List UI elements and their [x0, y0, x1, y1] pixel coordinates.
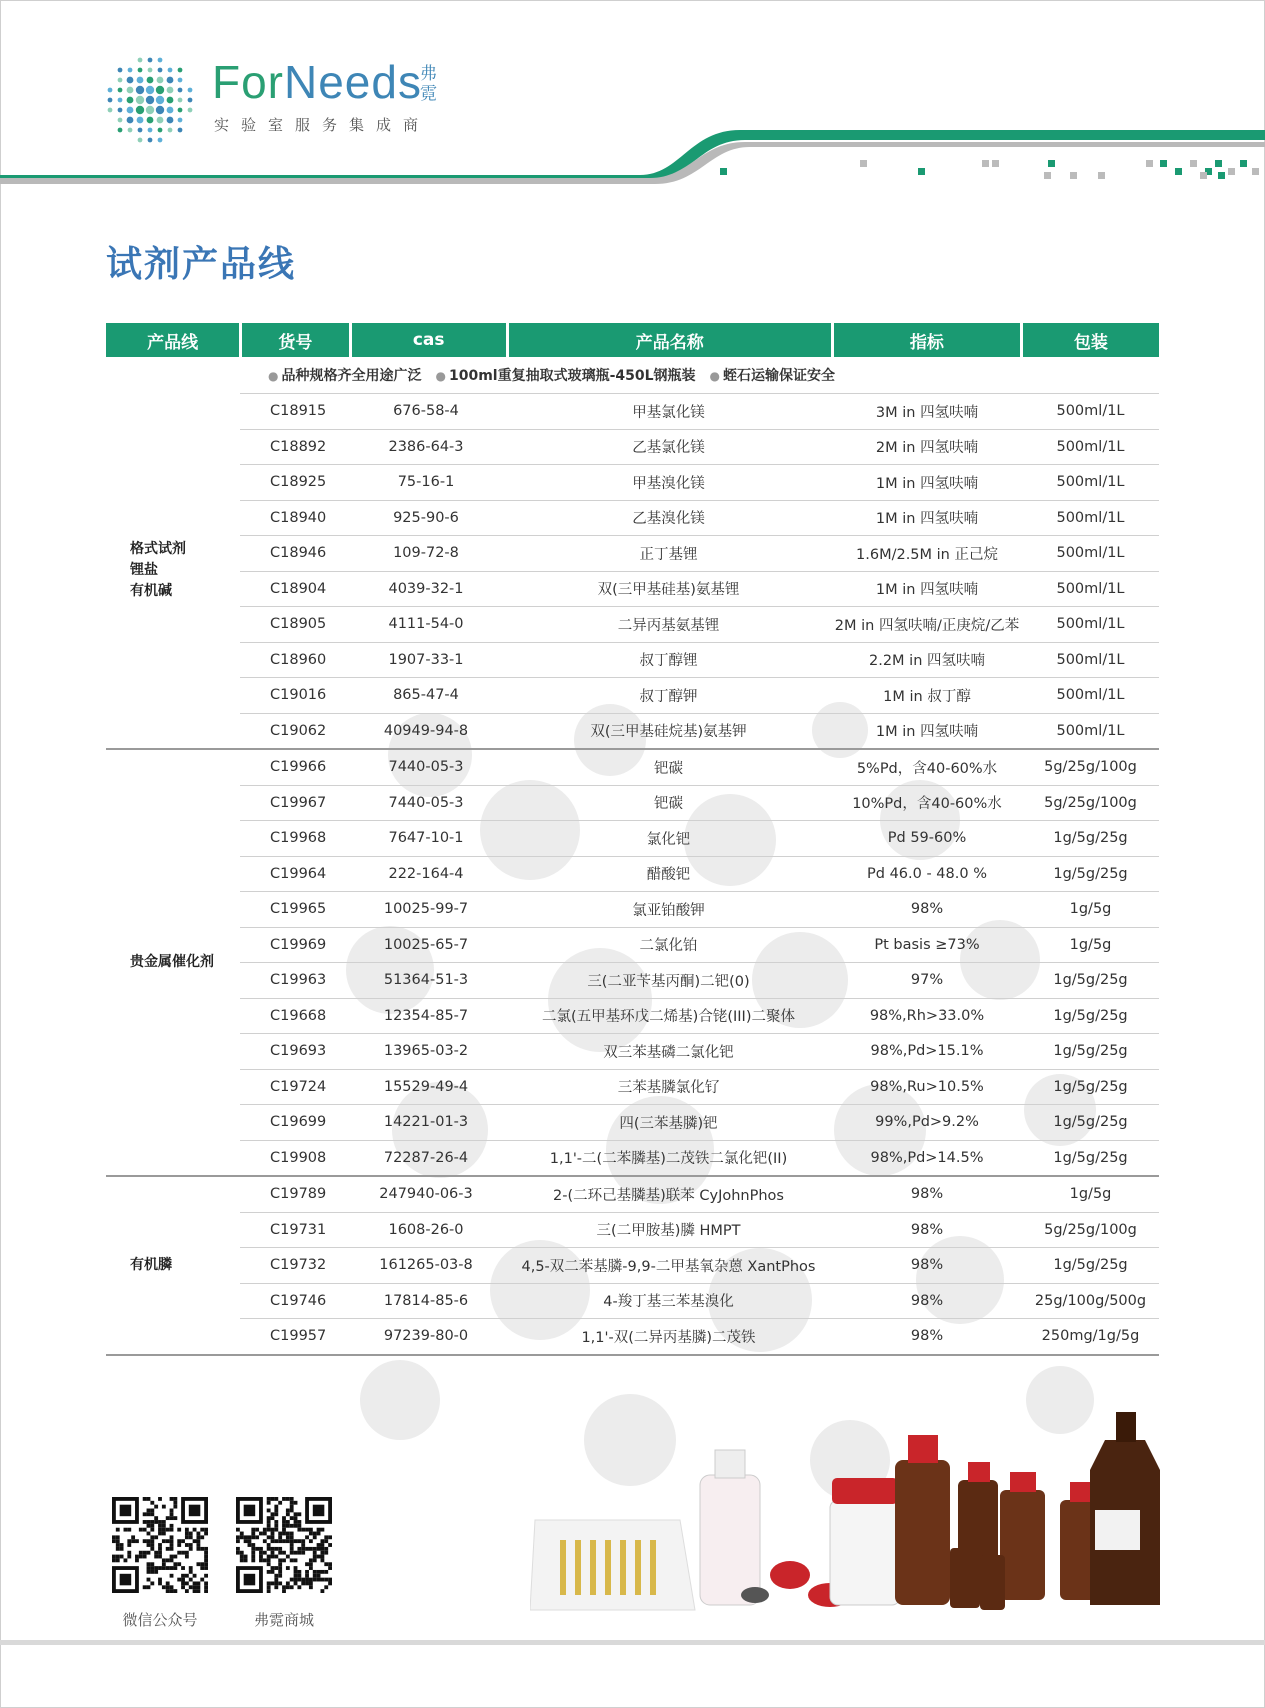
cell-cas: 51364-51-3 — [383, 972, 469, 989]
cell-package: 500ml/1L — [1056, 687, 1125, 704]
table-row — [240, 713, 1159, 749]
cell-package: 1g/5g/25g — [1053, 1149, 1128, 1166]
qr-code-wechat-icon — [112, 1497, 208, 1593]
cell-catalog-no: C19908 — [270, 1149, 327, 1166]
cell-catalog-no: C19693 — [270, 1043, 327, 1060]
table-row — [240, 1104, 1159, 1140]
product-table — [106, 323, 1159, 1356]
cell-spec: 2M in 四氢呋喃/正庚烷/乙苯 — [834, 617, 1020, 634]
product-group — [106, 393, 1159, 748]
cell-spec: 3M in 四氢呋喃 — [875, 404, 979, 421]
cell-package: 1g/5g/25g — [1053, 1043, 1128, 1060]
cell-catalog-no: C19967 — [270, 794, 327, 811]
cell-product-name: 叔丁醇钾 — [639, 688, 698, 705]
cell-product-name: 三苯基膦氯化钌 — [617, 1080, 720, 1097]
cell-package: 500ml/1L — [1056, 545, 1125, 562]
cell-catalog-no: C19964 — [270, 865, 327, 882]
group-name-line: 贵金属催化剂 — [130, 954, 214, 970]
cell-spec: 1M in 叔丁醇 — [883, 688, 971, 705]
feature-item — [710, 365, 835, 385]
group-name-line: 格式试剂 — [130, 541, 186, 557]
brand-name — [212, 58, 422, 106]
cell-catalog-no: C19731 — [270, 1221, 327, 1238]
cell-spec: 98%,Pd>14.5% — [870, 1149, 984, 1166]
cell-package: 1g/5g/25g — [1053, 1007, 1128, 1024]
cell-package: 500ml/1L — [1056, 509, 1125, 526]
cell-product-name: 二氯(五甲基环戊二烯基)合铑(III)二聚体 — [542, 1009, 795, 1026]
cell-cas: 1608-26-0 — [388, 1221, 464, 1238]
table-row — [240, 1177, 1159, 1212]
cell-spec: 98% — [910, 1257, 944, 1274]
qr-label-shop: 弗霓商城 — [253, 1611, 314, 1629]
cell-cas: 865-47-4 — [393, 687, 459, 704]
cell-cas: 247940-06-3 — [379, 1186, 473, 1203]
cell-catalog-no: C19969 — [270, 936, 327, 953]
cell-package: 25g/100g/500g — [1034, 1292, 1147, 1309]
cell-catalog-no: C19668 — [270, 1007, 327, 1024]
cell-cas: 2386-64-3 — [388, 438, 464, 455]
table-row — [240, 1212, 1159, 1248]
cell-cas: 7647-10-1 — [388, 830, 464, 847]
cell-cas: 17814-85-6 — [383, 1292, 469, 1309]
cell-product-name: 2-(二环己基膦基)联苯 CyJohnPhos — [553, 1187, 784, 1204]
qr-code-shop-icon — [236, 1497, 332, 1593]
cell-spec: 1.6M/2.5M in 正己烷 — [856, 546, 998, 563]
product-group — [106, 748, 1159, 1175]
cell-package: 1g/5g/25g — [1053, 1114, 1128, 1131]
cell-catalog-no: C18960 — [270, 651, 327, 668]
cell-spec: 98% — [910, 901, 944, 918]
table-row — [240, 464, 1159, 500]
feature-text: 100ml重复抽取式玻璃瓶-450L钢瓶装 — [448, 368, 696, 384]
cell-spec: 5%Pd，含40-60%水 — [856, 760, 998, 777]
cell-cas: 12354-85-7 — [383, 1007, 469, 1024]
cell-package: 1g/5g/25g — [1053, 830, 1128, 847]
cell-catalog-no: C19963 — [270, 972, 327, 989]
cell-catalog-no: C19957 — [270, 1328, 327, 1345]
cell-catalog-no: C18925 — [270, 474, 327, 491]
cell-package: 1g/5g — [1069, 936, 1112, 953]
cell-product-name: 乙基溴化镁 — [632, 511, 705, 528]
table-row — [240, 962, 1159, 998]
cell-spec: 98%,Ru>10.5% — [870, 1078, 984, 1095]
cell-spec: Pd 59-60% — [887, 830, 967, 847]
cell-catalog-no: C18915 — [270, 403, 327, 420]
cell-product-name: 氯化钯 — [646, 831, 691, 848]
brand-name-part2: Needs — [284, 56, 422, 108]
bullet-icon: ● — [268, 369, 279, 383]
bullet-icon: ● — [435, 369, 446, 383]
cell-catalog-no: C19968 — [270, 830, 327, 847]
cell-catalog-no: C18940 — [270, 509, 327, 526]
cell-cas: 7440-05-3 — [388, 794, 464, 811]
feature-text: 蛭石运输保证安全 — [723, 368, 836, 384]
cell-package: 5g/25g/100g — [1044, 1221, 1137, 1238]
table-row — [240, 642, 1159, 678]
cell-product-name: 4,5-双二苯基膦-9,9-二甲基氧杂蒽 XantPhos — [521, 1258, 816, 1275]
header-cas: cas — [352, 323, 506, 357]
cell-package: 5g/25g/100g — [1044, 759, 1137, 776]
cell-package: 250mg/1g/5g — [1041, 1328, 1140, 1345]
cell-package: 500ml/1L — [1056, 474, 1125, 491]
product-bottles-image — [530, 1380, 1170, 1620]
cell-product-name: 乙基氯化镁 — [632, 440, 705, 457]
table-row — [240, 856, 1159, 892]
cell-cas: 4111-54-0 — [388, 616, 464, 633]
table-row — [240, 1247, 1159, 1283]
cell-package: 1g/5g/25g — [1053, 1078, 1128, 1095]
table-row — [240, 1140, 1159, 1176]
cell-spec: Pd 46.0 - 48.0 % — [867, 865, 987, 882]
cell-cas: 72287-26-4 — [383, 1149, 469, 1166]
cell-product-name: 钯碳 — [654, 796, 683, 813]
table-row — [240, 571, 1159, 607]
cell-package: 500ml/1L — [1056, 403, 1125, 420]
cell-catalog-no: C19965 — [270, 901, 327, 918]
cell-product-name: 氯亚铂酸钾 — [632, 902, 705, 919]
cell-product-name: 三(二亚苄基丙酮)二钯(0) — [587, 973, 750, 990]
group-name — [106, 750, 240, 1175]
bullet-icon: ● — [709, 369, 721, 383]
group-name — [106, 1177, 240, 1354]
header-product-line: 产品线 — [106, 323, 239, 357]
cell-catalog-no: C19016 — [270, 687, 327, 704]
cell-cas: 676-58-4 — [393, 403, 459, 420]
cell-cas: 925-90-6 — [393, 509, 459, 526]
cell-package: 1g/5g/25g — [1053, 865, 1128, 882]
brand-name-part1: For — [212, 56, 284, 108]
cell-package: 1g/5g/25g — [1053, 1257, 1128, 1274]
table-row — [240, 998, 1159, 1034]
cell-product-name: 4-羧丁基三苯基溴化 — [603, 1294, 734, 1311]
cell-product-name: 醋酸钯 — [646, 867, 691, 884]
table-bottom-rule — [106, 1354, 1159, 1356]
cell-spec: 98% — [910, 1186, 944, 1203]
cell-product-name: 甲基溴化镁 — [632, 475, 705, 492]
cell-product-name: 双(三甲基硅烷基)氨基钾 — [590, 724, 747, 741]
cell-catalog-no: C18905 — [270, 616, 327, 633]
cell-product-name: 甲基氯化镁 — [632, 404, 705, 421]
header-package: 包装 — [1023, 323, 1159, 357]
cell-spec: Pt basis ≥73% — [874, 936, 980, 953]
qr-label-wechat: 微信公众号 — [122, 1611, 198, 1629]
cell-catalog-no: C18946 — [270, 545, 327, 562]
header-spec: 指标 — [834, 323, 1020, 357]
cell-product-name: 二异丙基氨基锂 — [617, 617, 720, 634]
cell-package: 500ml/1L — [1056, 722, 1125, 739]
cell-product-name: 叔丁醇锂 — [639, 653, 698, 670]
cell-spec: 1M in 四氢呋喃 — [875, 511, 979, 528]
cell-package: 5g/25g/100g — [1044, 794, 1137, 811]
cell-product-name: 正丁基锂 — [639, 546, 698, 563]
table-row — [240, 1283, 1159, 1319]
table-row — [240, 1033, 1159, 1069]
feature-note — [106, 357, 1159, 393]
cell-cas: 7440-05-3 — [388, 759, 464, 776]
feature-text: 品种规格齐全用途广泛 — [281, 368, 422, 384]
cell-product-name: 钯碳 — [654, 760, 683, 777]
table-row — [240, 677, 1159, 713]
cell-spec: 1M in 四氢呋喃 — [875, 724, 979, 741]
cell-spec: 99%,Pd>9.2% — [875, 1114, 979, 1131]
feature-item — [268, 365, 421, 385]
group-name-line: 有机膦 — [130, 1256, 172, 1273]
table-row — [240, 1069, 1159, 1105]
cell-package: 500ml/1L — [1056, 616, 1125, 633]
table-row — [240, 500, 1159, 536]
product-group — [106, 1175, 1159, 1354]
brand-tagline: 实验室服务集成商 — [214, 116, 431, 134]
table-row — [240, 750, 1159, 785]
cell-product-name: 四(三苯基膦)钯 — [619, 1115, 718, 1132]
cell-catalog-no: C18904 — [270, 580, 327, 597]
cell-cas: 1907-33-1 — [388, 651, 464, 668]
cell-cas: 10025-99-7 — [383, 901, 469, 918]
cell-product-name: 双(三甲基硅基)氨基锂 — [597, 582, 740, 599]
cell-spec: 98% — [910, 1221, 944, 1238]
cell-catalog-no: C19789 — [270, 1186, 327, 1203]
cell-product-name: 双三苯基磷二氯化钯 — [603, 1044, 734, 1061]
cell-cas: 4039-32-1 — [388, 580, 464, 597]
cell-spec: 97% — [910, 972, 944, 989]
cell-cas: 75-16-1 — [397, 474, 455, 491]
cell-product-name: 三(二甲胺基)膦 HMPT — [596, 1223, 741, 1240]
table-row — [240, 535, 1159, 571]
cell-spec: 98% — [910, 1292, 944, 1309]
table-row — [240, 393, 1159, 429]
table-row — [240, 606, 1159, 642]
table-row — [240, 927, 1159, 963]
cell-spec: 1M in 四氢呋喃 — [875, 582, 979, 599]
cell-package: 500ml/1L — [1056, 438, 1125, 455]
cell-spec: 98% — [910, 1328, 944, 1345]
cell-cas: 222-164-4 — [388, 865, 464, 882]
cell-catalog-no: C18892 — [270, 438, 327, 455]
table-row — [240, 1318, 1159, 1354]
header-swoosh — [0, 120, 1265, 190]
cell-spec: 10%Pd，含40-60%水 — [852, 796, 1002, 813]
table-row — [240, 820, 1159, 856]
cell-catalog-no: C19062 — [270, 722, 327, 739]
group-name-line: 有机碱 — [130, 583, 172, 599]
cell-spec: 1M in 四氢呋喃 — [875, 475, 979, 492]
table-row — [240, 785, 1159, 821]
cell-product-name: 1,1'-二(二苯膦基)二茂铁二氯化钯(II) — [549, 1151, 788, 1168]
cell-product-name: 1,1'-双(二异丙基膦)二茂铁 — [581, 1329, 756, 1346]
cell-package: 500ml/1L — [1056, 580, 1125, 597]
table-row — [240, 429, 1159, 465]
cell-package: 500ml/1L — [1056, 651, 1125, 668]
cell-package: 1g/5g — [1069, 901, 1112, 918]
cell-cas: 40949-94-8 — [383, 722, 469, 739]
cell-cas: 15529-49-4 — [383, 1078, 469, 1095]
cell-spec: 2M in 四氢呋喃 — [875, 440, 979, 457]
header-catalog-no: 货号 — [242, 323, 348, 357]
page-title: 试剂产品线 — [106, 244, 297, 285]
cell-spec: 98%,Pd>15.1% — [870, 1043, 984, 1060]
cell-catalog-no: C19724 — [270, 1078, 327, 1095]
cell-cas: 14221-01-3 — [383, 1114, 469, 1131]
table-header — [106, 323, 1159, 357]
group-name-line: 锂盐 — [130, 562, 158, 578]
cell-spec: 2.2M in 四氢呋喃 — [868, 653, 985, 670]
cell-cas: 97239-80-0 — [383, 1328, 469, 1345]
brand-name-cn: 弗霓 — [420, 64, 437, 104]
cell-cas: 10025-65-7 — [383, 936, 469, 953]
cell-product-name: 二氯化铂 — [639, 938, 698, 955]
feature-item — [435, 365, 695, 385]
cell-cas: 161265-03-8 — [379, 1257, 473, 1274]
cell-catalog-no: C19732 — [270, 1257, 327, 1274]
group-name — [106, 393, 240, 748]
header-product-name: 产品名称 — [509, 323, 831, 357]
table-row — [240, 891, 1159, 927]
cell-cas: 109-72-8 — [393, 545, 459, 562]
cell-catalog-no: C19699 — [270, 1114, 327, 1131]
cell-spec: 98%,Rh>33.0% — [869, 1007, 985, 1024]
cell-package: 1g/5g/25g — [1053, 972, 1128, 989]
cell-catalog-no: C19966 — [270, 759, 327, 776]
cell-catalog-no: C19746 — [270, 1292, 327, 1309]
cell-package: 1g/5g — [1069, 1186, 1112, 1203]
cell-cas: 13965-03-2 — [383, 1043, 469, 1060]
bottom-bar — [0, 1640, 1265, 1645]
